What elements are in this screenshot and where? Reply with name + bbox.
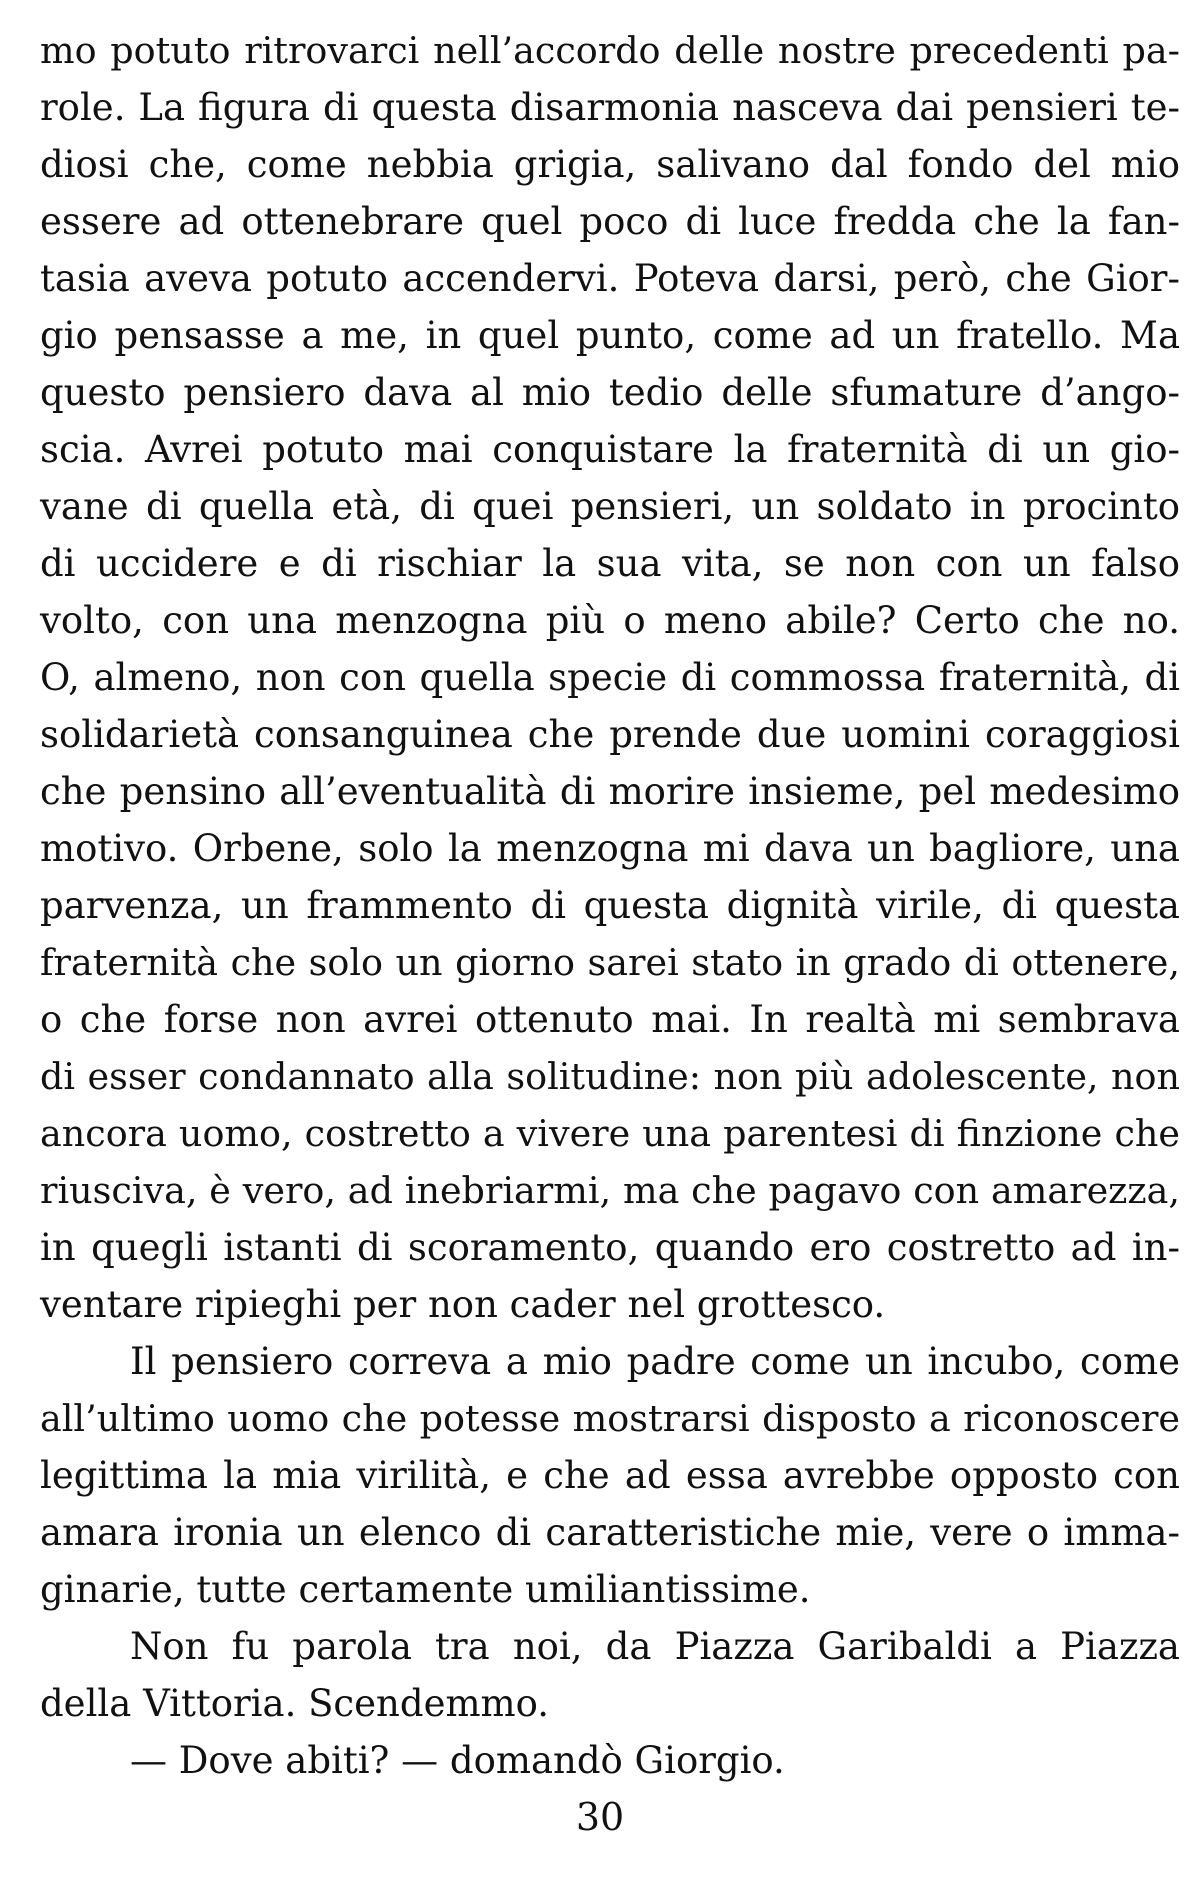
text-line: legittima la mia virilità, e che ad essa avrebbe opposto con [40, 1454, 1180, 1497]
text-line: — Dove abiti? — domandò Giorgio. [130, 1739, 785, 1782]
text-line: di esser condannato alla solitudine: non più adolescente, non [40, 1055, 1180, 1098]
text-line: riusciva, è vero, ad inebriarmi, ma che pagavo con amarezza, [40, 1169, 1180, 1212]
text-line: scia. Avrei potuto mai conquistare la fraternità di un gio- [40, 428, 1180, 471]
text-line: della Vittoria. Scendemmo. [40, 1682, 550, 1725]
text-line: gio pensasse a me, in quel punto, come ad un fratello. Ma [40, 314, 1180, 357]
text-line: essere ad ottenebrare quel poco di luce fredda che la fan- [40, 200, 1180, 243]
text-line: motivo. Orbene, solo la menzogna mi dava un bagliore, una [40, 827, 1180, 870]
text-line: o che forse non avrei ottenuto mai. In realtà mi sembrava [40, 998, 1180, 1041]
text-line: volto, con una menzogna più o meno abile? Certo che no. [40, 599, 1180, 642]
text-line: Non fu parola tra noi, da Piazza Garibaldi a Piazza [130, 1625, 1180, 1668]
text-line: parvenza, un frammento di questa dignità virile, di questa [40, 884, 1180, 927]
page-number: 30 [575, 1795, 625, 1839]
text-line: amara ironia un elenco di caratteristiche mie, vere o imma- [40, 1511, 1180, 1554]
text-line: ginarie, tutte certamente umiliantissime. [40, 1568, 811, 1611]
text-line: tasia aveva potuto accendervi. Poteva darsi, però, che Gior- [40, 257, 1180, 300]
text-line: di uccidere e di rischiar la sua vita, se non con un falso [40, 542, 1180, 585]
text-line: diosi che, come nebbia grigia, salivano dal fondo del mio [40, 143, 1180, 186]
text-line: questo pensiero dava al mio tedio delle sfumature d’ango- [40, 371, 1180, 414]
text-line: fraternità che solo un giorno sarei stato in grado di ottenere, [40, 941, 1180, 984]
text-line: in quegli istanti di scoramento, quando ero costretto ad in- [40, 1226, 1180, 1269]
text-line: che pensino all’eventualità di morire insieme, pel medesimo [40, 770, 1180, 813]
text-line: ventare ripieghi per non cader nel grottesco. [40, 1283, 886, 1326]
text-line: vane di quella età, di quei pensieri, un soldato in procinto [40, 485, 1180, 528]
text-line: Il pensiero correva a mio padre come un incubo, come [130, 1340, 1180, 1383]
text-line: role. La figura di questa disarmonia nasceva dai pensieri te- [40, 86, 1180, 129]
text-line: ancora uomo, costretto a vivere una parentesi di finzione che [40, 1112, 1180, 1155]
text-line: solidarietà consanguinea che prende due uomini coraggiosi [40, 713, 1180, 756]
body-text [40, 22, 1180, 1789]
text-line: mo potuto ritrovarci nell’accordo delle nostre precedenti pa- [40, 29, 1180, 72]
text-line: all’ultimo uomo che potesse mostrarsi disposto a riconoscere [40, 1397, 1180, 1440]
text-line: O, almeno, non con quella specie di commossa fraternità, di [40, 656, 1180, 699]
